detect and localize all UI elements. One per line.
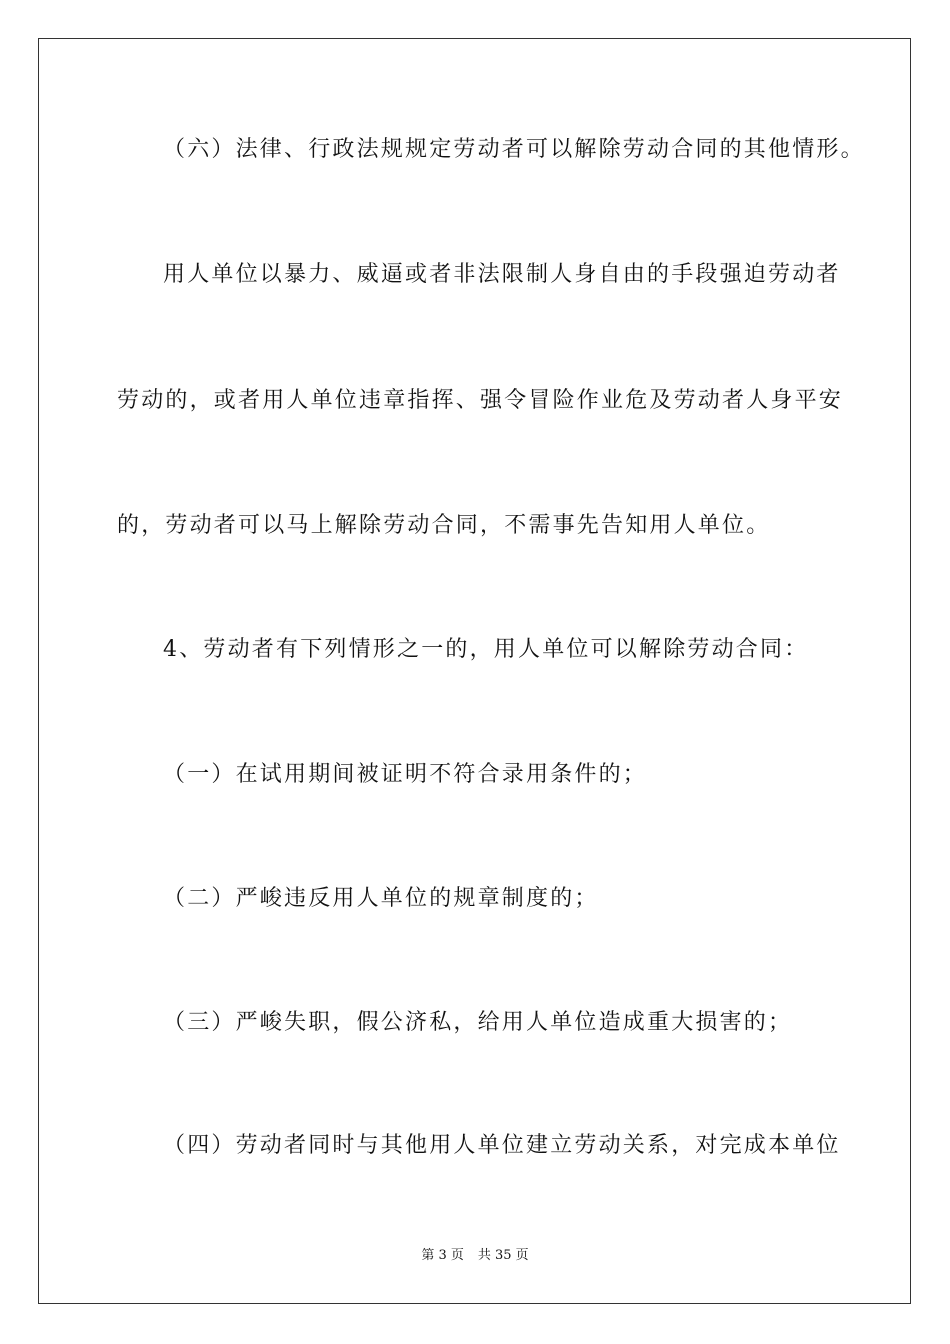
paragraph-line-4: 的，劳动者可以马上解除劳动合同，不需事先告知用人单位。 [117,513,771,538]
paragraph-line-5: 4、劳动者有下列情形之一的，用人单位可以解除劳动合同： [163,637,809,662]
paragraph-line-6: （一）在试用期间被证明不符合录用条件的； [163,762,648,787]
paragraph-line-9: （四）劳动者同时与其他用人单位建立劳动关系，对完成本单位 [163,1133,841,1158]
total-pages: 共 35 页 [477,1248,529,1263]
paragraph-line-8: （三）严峻失职，假公济私，给用人单位造成重大损害的； [163,1010,793,1035]
paragraph-line-7: （二）严峻违反用人单位的规章制度的； [163,886,599,911]
paragraph-line-1: （六）法律、行政法规规定劳动者可以解除劳动合同的其他情形。 [163,137,865,162]
page-footer [0,1247,950,1265]
page-number: 第 3 页 [421,1248,464,1263]
paragraph-line-2: 用人单位以暴力、威逼或者非法限制人身自由的手段强迫劳动者 [163,262,841,287]
page-border [38,38,911,1304]
paragraph-line-3: 劳动的，或者用人单位违章指挥、强令冒险作业危及劳动者人身平安 [117,388,844,413]
